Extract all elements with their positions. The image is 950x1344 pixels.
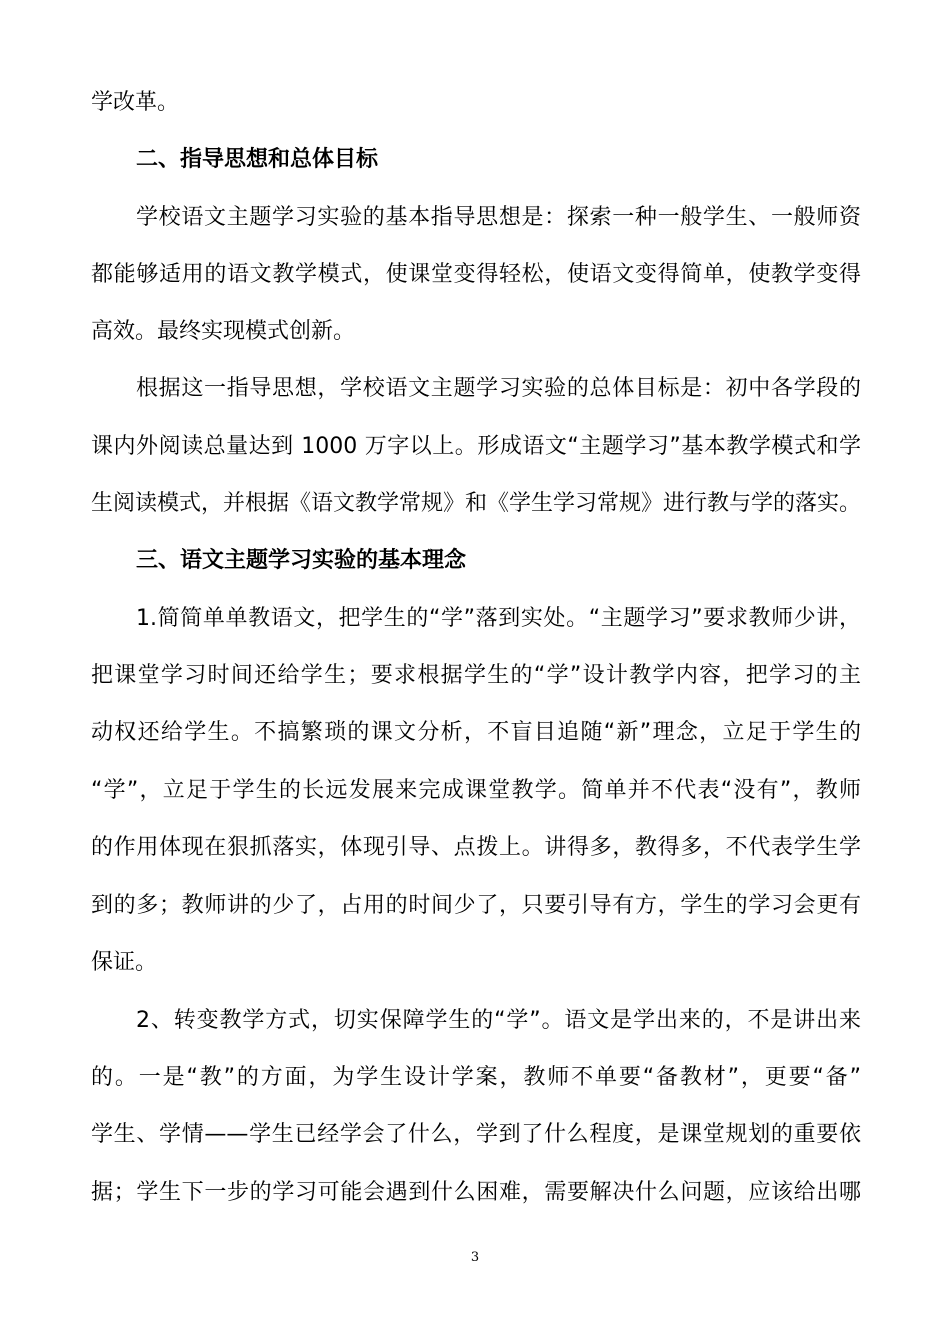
text-line: 都能够适用的语文教学模式，使课堂变得轻松，使语文变得简单，使教学变得 bbox=[91, 262, 861, 287]
text-line: 高效。最终实现模式创新。 bbox=[91, 319, 356, 344]
text-line: 根据这一指导思想，学校语文主题学习实验的总体目标是：初中各学段的 bbox=[136, 376, 861, 401]
text-line: 动权还给学生。不搞繁琐的课文分析，不盲目追随“新”理念，立足于学生的 bbox=[91, 720, 861, 745]
text-line: 保证。 bbox=[91, 950, 158, 975]
text-line: 学改革。 bbox=[91, 90, 180, 115]
text-line: 学校语文主题学习实验的基本指导思想是：探索一种一般学生、一般师资 bbox=[136, 205, 861, 230]
text-line: “学”，立足于学生的长远发展来完成课堂教学。简单并不代表“没有”，教师 bbox=[91, 778, 861, 803]
text-line: 生阅读模式，并根据《语文教学常规》和《学生学习常规》进行教与学的落实。 bbox=[91, 491, 861, 516]
page-number: 3 bbox=[470, 1250, 480, 1265]
text-line: 据；学生下一步的学习可能会遇到什么困难，需要解决什么问题，应该给出哪 bbox=[91, 1180, 861, 1205]
text-line: 把课堂学习时间还给学生；要求根据学生的“学”设计教学内容，把学习的主 bbox=[91, 663, 861, 688]
text-line: 的。一是“教”的方面，为学生设计学案，教师不单要“备教材”，更要“备” bbox=[91, 1065, 861, 1090]
text-line: 的作用体现在狠抓落实，体现引导、点拨上。讲得多，教得多，不代表学生学 bbox=[91, 835, 861, 860]
section-heading: 三、语文主题学习实验的基本理念 bbox=[136, 548, 467, 573]
text-line: 1.简简单单教语文，把学生的“学”落到实处。“主题学习”要求教师少讲， bbox=[136, 606, 861, 631]
text-line: 到的多；教师讲的少了，占用的时间少了，只要引导有方，学生的学习会更有 bbox=[91, 893, 861, 918]
text-line: 课内外阅读总量达到 1000 万字以上。形成语文“主题学习”基本教学模式和学 bbox=[91, 434, 861, 459]
section-heading: 二、指导思想和总体目标 bbox=[136, 147, 379, 172]
text-line: 学生、学情——学生已经学会了什么，学到了什么程度，是课堂规划的重要依 bbox=[91, 1122, 861, 1147]
text-line: 2、转变教学方式，切实保障学生的“学”。语文是学出来的，不是讲出来 bbox=[136, 1008, 861, 1033]
